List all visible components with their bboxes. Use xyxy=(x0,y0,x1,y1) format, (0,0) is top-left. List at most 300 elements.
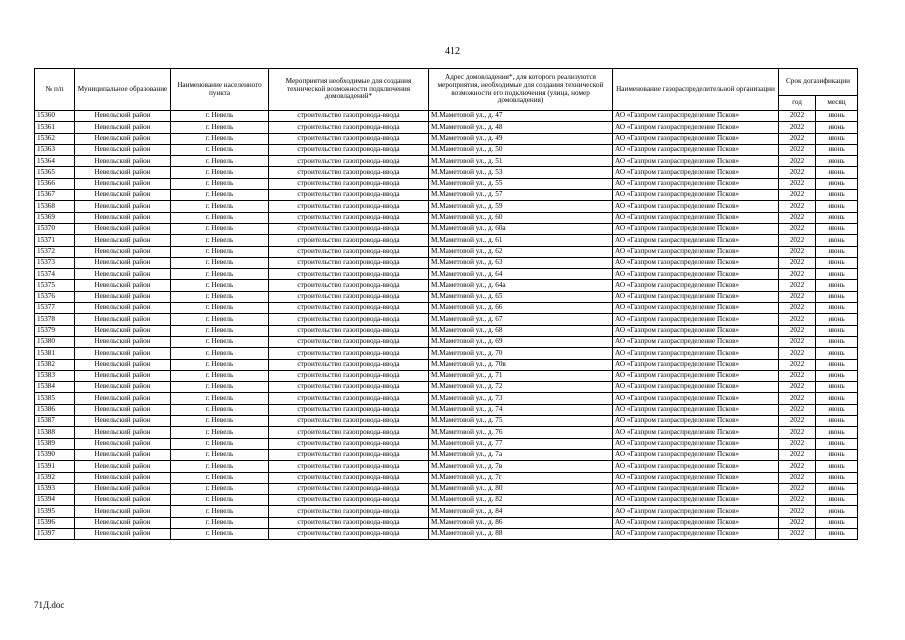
cell-locality: г. Невель xyxy=(171,528,269,539)
cell-action: строительство газопровода-ввода xyxy=(269,122,429,133)
cell-municipality: Невельский район xyxy=(75,201,171,212)
cell-action: строительство газопровода-ввода xyxy=(269,178,429,189)
cell-year: 2022 xyxy=(779,257,816,268)
cell-address: М.Маметовой ул., д. 61 xyxy=(429,235,613,246)
cell-action: строительство газопровода-ввода xyxy=(269,438,429,449)
cell-address: М.Маметовой ул., д. 47 xyxy=(429,111,613,122)
cell-address: М.Маметовой ул., д. 76 xyxy=(429,427,613,438)
cell-municipality: Невельский район xyxy=(75,404,171,415)
cell-locality: г. Невель xyxy=(171,483,269,494)
cell-address: М.Маметовой ул., д. 80 xyxy=(429,483,613,494)
cell-locality: г. Невель xyxy=(171,122,269,133)
cell-address: М.Маметовой ул., д. 70 xyxy=(429,348,613,359)
cell-year: 2022 xyxy=(779,393,816,404)
cell-address: М.Маметовой ул., д. 65 xyxy=(429,291,613,302)
cell-municipality: Невельский район xyxy=(75,495,171,506)
cell-month: июнь xyxy=(816,201,858,212)
cell-action: строительство газопровода-ввода xyxy=(269,246,429,257)
cell-num: 15389 xyxy=(35,438,75,449)
cell-action: строительство газопровода-ввода xyxy=(269,382,429,393)
cell-year: 2022 xyxy=(779,506,816,517)
cell-month: июнь xyxy=(816,348,858,359)
cell-month: июнь xyxy=(816,303,858,314)
footer-filename: 71Д.doc xyxy=(34,600,65,610)
cell-org: АО «Газпром газораспределение Псков» xyxy=(613,416,779,427)
table-row xyxy=(35,483,858,494)
cell-org: АО «Газпром газораспределение Псков» xyxy=(613,133,779,144)
cell-year: 2022 xyxy=(779,167,816,178)
table-row xyxy=(35,235,858,246)
cell-month: июнь xyxy=(816,122,858,133)
cell-address: М.Маметовой ул., д. 71 xyxy=(429,370,613,381)
cell-month: июнь xyxy=(816,325,858,336)
cell-municipality: Невельский район xyxy=(75,517,171,528)
cell-municipality: Невельский район xyxy=(75,506,171,517)
cell-month: июнь xyxy=(816,314,858,325)
cell-action: строительство газопровода-ввода xyxy=(269,359,429,370)
cell-month: июнь xyxy=(816,280,858,291)
cell-month: июнь xyxy=(816,336,858,347)
header-locality: Наименование населенного пункта xyxy=(171,69,269,111)
cell-org: АО «Газпром газораспределение Псков» xyxy=(613,483,779,494)
cell-action: строительство газопровода-ввода xyxy=(269,190,429,201)
cell-year: 2022 xyxy=(779,416,816,427)
table-row xyxy=(35,144,858,155)
cell-locality: г. Невель xyxy=(171,506,269,517)
cell-municipality: Невельский район xyxy=(75,336,171,347)
cell-num: 15360 xyxy=(35,111,75,122)
cell-year: 2022 xyxy=(779,472,816,483)
cell-year: 2022 xyxy=(779,212,816,223)
table-row xyxy=(35,212,858,223)
cell-year: 2022 xyxy=(779,291,816,302)
cell-address: М.Маметовой ул., д. 57 xyxy=(429,190,613,201)
cell-action: строительство газопровода-ввода xyxy=(269,449,429,460)
table-body xyxy=(35,111,858,540)
cell-month: июнь xyxy=(816,382,858,393)
cell-num: 15396 xyxy=(35,517,75,528)
header-address: Адрес домовладения*, для которого реализуются мероприятия, необходимые для создания технической возможности его подключения (улица, номер домовладения) xyxy=(429,69,613,111)
cell-year: 2022 xyxy=(779,314,816,325)
cell-org: АО «Газпром газораспределение Псков» xyxy=(613,348,779,359)
cell-year: 2022 xyxy=(779,461,816,472)
cell-num: 15384 xyxy=(35,382,75,393)
cell-num: 15394 xyxy=(35,495,75,506)
header-org: Наименование газораспределительной организации xyxy=(613,69,779,111)
table-row xyxy=(35,111,858,122)
cell-address: М.Маметовой ул., д. 77 xyxy=(429,438,613,449)
cell-municipality: Невельский район xyxy=(75,325,171,336)
cell-month: июнь xyxy=(816,416,858,427)
table-row xyxy=(35,393,858,404)
cell-locality: г. Невель xyxy=(171,156,269,167)
cell-locality: г. Невель xyxy=(171,449,269,460)
cell-municipality: Невельский район xyxy=(75,382,171,393)
cell-num: 15387 xyxy=(35,416,75,427)
table-row xyxy=(35,291,858,302)
cell-address: М.Маметовой ул., д. 73 xyxy=(429,393,613,404)
cell-municipality: Невельский район xyxy=(75,528,171,539)
cell-num: 15378 xyxy=(35,314,75,325)
table-row xyxy=(35,223,858,234)
cell-action: строительство газопровода-ввода xyxy=(269,393,429,404)
gasification-table-container xyxy=(34,68,857,540)
cell-num: 15368 xyxy=(35,201,75,212)
cell-locality: г. Невель xyxy=(171,223,269,234)
cell-action: строительство газопровода-ввода xyxy=(269,269,429,280)
table-row xyxy=(35,336,858,347)
cell-action: строительство газопровода-ввода xyxy=(269,370,429,381)
cell-action: строительство газопровода-ввода xyxy=(269,280,429,291)
cell-address: М.Маметовой ул., д. 64а xyxy=(429,280,613,291)
cell-num: 15371 xyxy=(35,235,75,246)
cell-municipality: Невельский район xyxy=(75,178,171,189)
cell-locality: г. Невель xyxy=(171,382,269,393)
cell-municipality: Невельский район xyxy=(75,122,171,133)
cell-org: АО «Газпром газораспределение Псков» xyxy=(613,223,779,234)
cell-year: 2022 xyxy=(779,370,816,381)
header-num: № п/п xyxy=(35,69,75,111)
cell-org: АО «Газпром газораспределение Псков» xyxy=(613,235,779,246)
cell-address: М.Маметовой ул., д. 86 xyxy=(429,517,613,528)
cell-locality: г. Невель xyxy=(171,133,269,144)
cell-month: июнь xyxy=(816,223,858,234)
cell-num: 15370 xyxy=(35,223,75,234)
cell-action: строительство газопровода-ввода xyxy=(269,314,429,325)
table-row xyxy=(35,348,858,359)
cell-address: М.Маметовой ул., д. 49 xyxy=(429,133,613,144)
cell-action: строительство газопровода-ввода xyxy=(269,235,429,246)
cell-locality: г. Невель xyxy=(171,438,269,449)
table-row xyxy=(35,472,858,483)
cell-month: июнь xyxy=(816,370,858,381)
table-row xyxy=(35,506,858,517)
table-row xyxy=(35,201,858,212)
cell-num: 15380 xyxy=(35,336,75,347)
cell-action: строительство газопровода-ввода xyxy=(269,223,429,234)
table-row xyxy=(35,517,858,528)
cell-address: М.Маметовой ул., д. 82 xyxy=(429,495,613,506)
table-row xyxy=(35,269,858,280)
cell-locality: г. Невель xyxy=(171,427,269,438)
cell-org: АО «Газпром газораспределение Псков» xyxy=(613,156,779,167)
cell-action: строительство газопровода-ввода xyxy=(269,257,429,268)
cell-year: 2022 xyxy=(779,336,816,347)
cell-year: 2022 xyxy=(779,235,816,246)
cell-num: 15381 xyxy=(35,348,75,359)
cell-num: 15376 xyxy=(35,291,75,302)
cell-action: строительство газопровода-ввода xyxy=(269,133,429,144)
cell-num: 15375 xyxy=(35,280,75,291)
cell-num: 15390 xyxy=(35,449,75,460)
cell-locality: г. Невель xyxy=(171,404,269,415)
table-header xyxy=(35,69,858,111)
cell-municipality: Невельский район xyxy=(75,303,171,314)
cell-action: строительство газопровода-ввода xyxy=(269,427,429,438)
cell-action: строительство газопровода-ввода xyxy=(269,325,429,336)
cell-locality: г. Невель xyxy=(171,303,269,314)
cell-org: АО «Газпром газораспределение Псков» xyxy=(613,495,779,506)
cell-address: М.Маметовой ул., д. 7г xyxy=(429,472,613,483)
cell-address: М.Маметовой ул., д. 60а xyxy=(429,223,613,234)
table-row xyxy=(35,382,858,393)
cell-month: июнь xyxy=(816,167,858,178)
cell-locality: г. Невель xyxy=(171,235,269,246)
cell-org: АО «Газпром газораспределение Псков» xyxy=(613,393,779,404)
cell-municipality: Невельский район xyxy=(75,190,171,201)
cell-org: АО «Газпром газораспределение Псков» xyxy=(613,427,779,438)
table-row xyxy=(35,156,858,167)
cell-num: 15382 xyxy=(35,359,75,370)
cell-month: июнь xyxy=(816,449,858,460)
cell-address: М.Маметовой ул., д. 7в xyxy=(429,461,613,472)
table-row xyxy=(35,449,858,460)
cell-num: 15377 xyxy=(35,303,75,314)
cell-locality: г. Невель xyxy=(171,111,269,122)
cell-month: июнь xyxy=(816,212,858,223)
table-row xyxy=(35,167,858,178)
cell-locality: г. Невель xyxy=(171,325,269,336)
cell-month: июнь xyxy=(816,144,858,155)
cell-year: 2022 xyxy=(779,156,816,167)
cell-org: АО «Газпром газораспределение Псков» xyxy=(613,303,779,314)
cell-year: 2022 xyxy=(779,528,816,539)
cell-locality: г. Невель xyxy=(171,291,269,302)
cell-num: 15379 xyxy=(35,325,75,336)
cell-locality: г. Невель xyxy=(171,246,269,257)
cell-org: АО «Газпром газораспределение Псков» xyxy=(613,314,779,325)
table-row xyxy=(35,257,858,268)
cell-num: 15363 xyxy=(35,144,75,155)
cell-locality: г. Невель xyxy=(171,201,269,212)
cell-month: июнь xyxy=(816,178,858,189)
table-row xyxy=(35,438,858,449)
cell-org: АО «Газпром газораспределение Псков» xyxy=(613,201,779,212)
cell-year: 2022 xyxy=(779,517,816,528)
cell-address: М.Маметовой ул., д. 66 xyxy=(429,303,613,314)
cell-locality: г. Невель xyxy=(171,517,269,528)
cell-address: М.Маметовой ул., д. 84 xyxy=(429,506,613,517)
cell-action: строительство газопровода-ввода xyxy=(269,506,429,517)
cell-year: 2022 xyxy=(779,325,816,336)
cell-month: июнь xyxy=(816,359,858,370)
cell-action: строительство газопровода-ввода xyxy=(269,528,429,539)
cell-municipality: Невельский район xyxy=(75,257,171,268)
cell-municipality: Невельский район xyxy=(75,359,171,370)
cell-municipality: Невельский район xyxy=(75,483,171,494)
cell-municipality: Невельский район xyxy=(75,427,171,438)
cell-month: июнь xyxy=(816,133,858,144)
cell-locality: г. Невель xyxy=(171,280,269,291)
cell-month: июнь xyxy=(816,483,858,494)
cell-month: июнь xyxy=(816,291,858,302)
cell-num: 15397 xyxy=(35,528,75,539)
cell-num: 15391 xyxy=(35,461,75,472)
cell-month: июнь xyxy=(816,257,858,268)
cell-year: 2022 xyxy=(779,483,816,494)
cell-org: АО «Газпром газораспределение Псков» xyxy=(613,269,779,280)
cell-action: строительство газопровода-ввода xyxy=(269,303,429,314)
cell-num: 15373 xyxy=(35,257,75,268)
cell-locality: г. Невель xyxy=(171,212,269,223)
cell-month: июнь xyxy=(816,269,858,280)
cell-org: АО «Газпром газораспределение Псков» xyxy=(613,461,779,472)
cell-municipality: Невельский район xyxy=(75,291,171,302)
cell-locality: г. Невель xyxy=(171,178,269,189)
cell-num: 15366 xyxy=(35,178,75,189)
cell-address: М.Маметовой ул., д. 75 xyxy=(429,416,613,427)
table-row xyxy=(35,133,858,144)
cell-address: М.Маметовой ул., д. 69 xyxy=(429,336,613,347)
cell-action: строительство газопровода-ввода xyxy=(269,291,429,302)
cell-action: строительство газопровода-ввода xyxy=(269,495,429,506)
cell-address: М.Маметовой ул., д. 55 xyxy=(429,178,613,189)
cell-org: АО «Газпром газораспределение Псков» xyxy=(613,506,779,517)
cell-municipality: Невельский район xyxy=(75,438,171,449)
cell-locality: г. Невель xyxy=(171,359,269,370)
cell-month: июнь xyxy=(816,404,858,415)
cell-org: АО «Газпром газораспределение Псков» xyxy=(613,190,779,201)
cell-municipality: Невельский район xyxy=(75,144,171,155)
table-row xyxy=(35,246,858,257)
header-term: Срок догазификации xyxy=(779,69,858,96)
cell-org: АО «Газпром газораспределение Псков» xyxy=(613,359,779,370)
cell-address: М.Маметовой ул., д. 74 xyxy=(429,404,613,415)
table-row xyxy=(35,495,858,506)
cell-org: АО «Газпром газораспределение Псков» xyxy=(613,212,779,223)
cell-address: М.Маметовой ул., д. 72 xyxy=(429,382,613,393)
cell-num: 15362 xyxy=(35,133,75,144)
table-row xyxy=(35,280,858,291)
cell-org: АО «Газпром газораспределение Псков» xyxy=(613,178,779,189)
cell-municipality: Невельский район xyxy=(75,111,171,122)
table-row xyxy=(35,370,858,381)
cell-num: 15365 xyxy=(35,167,75,178)
cell-address: М.Маметовой ул., д. 70в xyxy=(429,359,613,370)
cell-year: 2022 xyxy=(779,178,816,189)
cell-year: 2022 xyxy=(779,404,816,415)
cell-municipality: Невельский район xyxy=(75,348,171,359)
cell-num: 15385 xyxy=(35,393,75,404)
cell-month: июнь xyxy=(816,461,858,472)
cell-org: АО «Газпром газораспределение Псков» xyxy=(613,280,779,291)
cell-org: АО «Газпром газораспределение Псков» xyxy=(613,382,779,393)
cell-month: июнь xyxy=(816,495,858,506)
cell-num: 15386 xyxy=(35,404,75,415)
cell-year: 2022 xyxy=(779,449,816,460)
cell-month: июнь xyxy=(816,438,858,449)
cell-address: М.Маметовой ул., д. 51 xyxy=(429,156,613,167)
cell-num: 15364 xyxy=(35,156,75,167)
cell-municipality: Невельский район xyxy=(75,235,171,246)
table-row xyxy=(35,359,858,370)
cell-action: строительство газопровода-ввода xyxy=(269,517,429,528)
cell-month: июнь xyxy=(816,472,858,483)
cell-num: 15392 xyxy=(35,472,75,483)
cell-locality: г. Невель xyxy=(171,167,269,178)
cell-num: 15369 xyxy=(35,212,75,223)
cell-municipality: Невельский район xyxy=(75,314,171,325)
cell-org: АО «Газпром газораспределение Псков» xyxy=(613,291,779,302)
cell-address: М.Маметовой ул., д. 7а xyxy=(429,449,613,460)
cell-num: 15395 xyxy=(35,506,75,517)
cell-year: 2022 xyxy=(779,201,816,212)
cell-year: 2022 xyxy=(779,133,816,144)
cell-org: АО «Газпром газораспределение Псков» xyxy=(613,325,779,336)
cell-municipality: Невельский район xyxy=(75,461,171,472)
cell-action: строительство газопровода-ввода xyxy=(269,348,429,359)
cell-org: АО «Газпром газораспределение Псков» xyxy=(613,528,779,539)
cell-month: июнь xyxy=(816,246,858,257)
cell-year: 2022 xyxy=(779,382,816,393)
cell-locality: г. Невель xyxy=(171,370,269,381)
cell-address: М.Маметовой ул., д. 64 xyxy=(429,269,613,280)
cell-num: 15367 xyxy=(35,190,75,201)
cell-org: АО «Газпром газораспределение Псков» xyxy=(613,257,779,268)
cell-num: 15393 xyxy=(35,483,75,494)
table-row xyxy=(35,404,858,415)
cell-year: 2022 xyxy=(779,122,816,133)
header-month: месяц xyxy=(816,96,858,111)
cell-address: М.Маметовой ул., д. 50 xyxy=(429,144,613,155)
cell-month: июнь xyxy=(816,517,858,528)
page-number: 412 xyxy=(445,46,460,57)
cell-municipality: Невельский район xyxy=(75,167,171,178)
table-row xyxy=(35,190,858,201)
cell-action: строительство газопровода-ввода xyxy=(269,201,429,212)
table-row xyxy=(35,303,858,314)
cell-locality: г. Невель xyxy=(171,416,269,427)
cell-action: строительство газопровода-ввода xyxy=(269,156,429,167)
cell-action: строительство газопровода-ввода xyxy=(269,404,429,415)
cell-org: АО «Газпром газораспределение Псков» xyxy=(613,144,779,155)
cell-action: строительство газопровода-ввода xyxy=(269,461,429,472)
cell-year: 2022 xyxy=(779,348,816,359)
cell-org: АО «Газпром газораспределение Псков» xyxy=(613,246,779,257)
cell-year: 2022 xyxy=(779,111,816,122)
cell-locality: г. Невель xyxy=(171,495,269,506)
cell-locality: г. Невель xyxy=(171,190,269,201)
cell-action: строительство газопровода-ввода xyxy=(269,111,429,122)
header-year: год xyxy=(779,96,816,111)
cell-month: июнь xyxy=(816,190,858,201)
cell-address: М.Маметовой ул., д. 59 xyxy=(429,201,613,212)
header-action: Мероприятия необходимые для создания технической возможности подключения домовладений* xyxy=(269,69,429,111)
table-row xyxy=(35,461,858,472)
table-row xyxy=(35,314,858,325)
cell-org: АО «Газпром газораспределение Псков» xyxy=(613,336,779,347)
cell-action: строительство газопровода-ввода xyxy=(269,472,429,483)
cell-month: июнь xyxy=(816,427,858,438)
cell-municipality: Невельский район xyxy=(75,156,171,167)
cell-month: июнь xyxy=(816,156,858,167)
cell-org: АО «Газпром газораспределение Псков» xyxy=(613,449,779,460)
cell-year: 2022 xyxy=(779,303,816,314)
cell-action: строительство газопровода-ввода xyxy=(269,144,429,155)
cell-locality: г. Невель xyxy=(171,269,269,280)
cell-address: М.Маметовой ул., д. 48 xyxy=(429,122,613,133)
cell-municipality: Невельский район xyxy=(75,246,171,257)
cell-month: июнь xyxy=(816,506,858,517)
table-row xyxy=(35,427,858,438)
table-row xyxy=(35,325,858,336)
cell-action: строительство газопровода-ввода xyxy=(269,416,429,427)
cell-municipality: Невельский район xyxy=(75,280,171,291)
cell-month: июнь xyxy=(816,111,858,122)
cell-year: 2022 xyxy=(779,495,816,506)
cell-municipality: Невельский район xyxy=(75,269,171,280)
cell-num: 15383 xyxy=(35,370,75,381)
